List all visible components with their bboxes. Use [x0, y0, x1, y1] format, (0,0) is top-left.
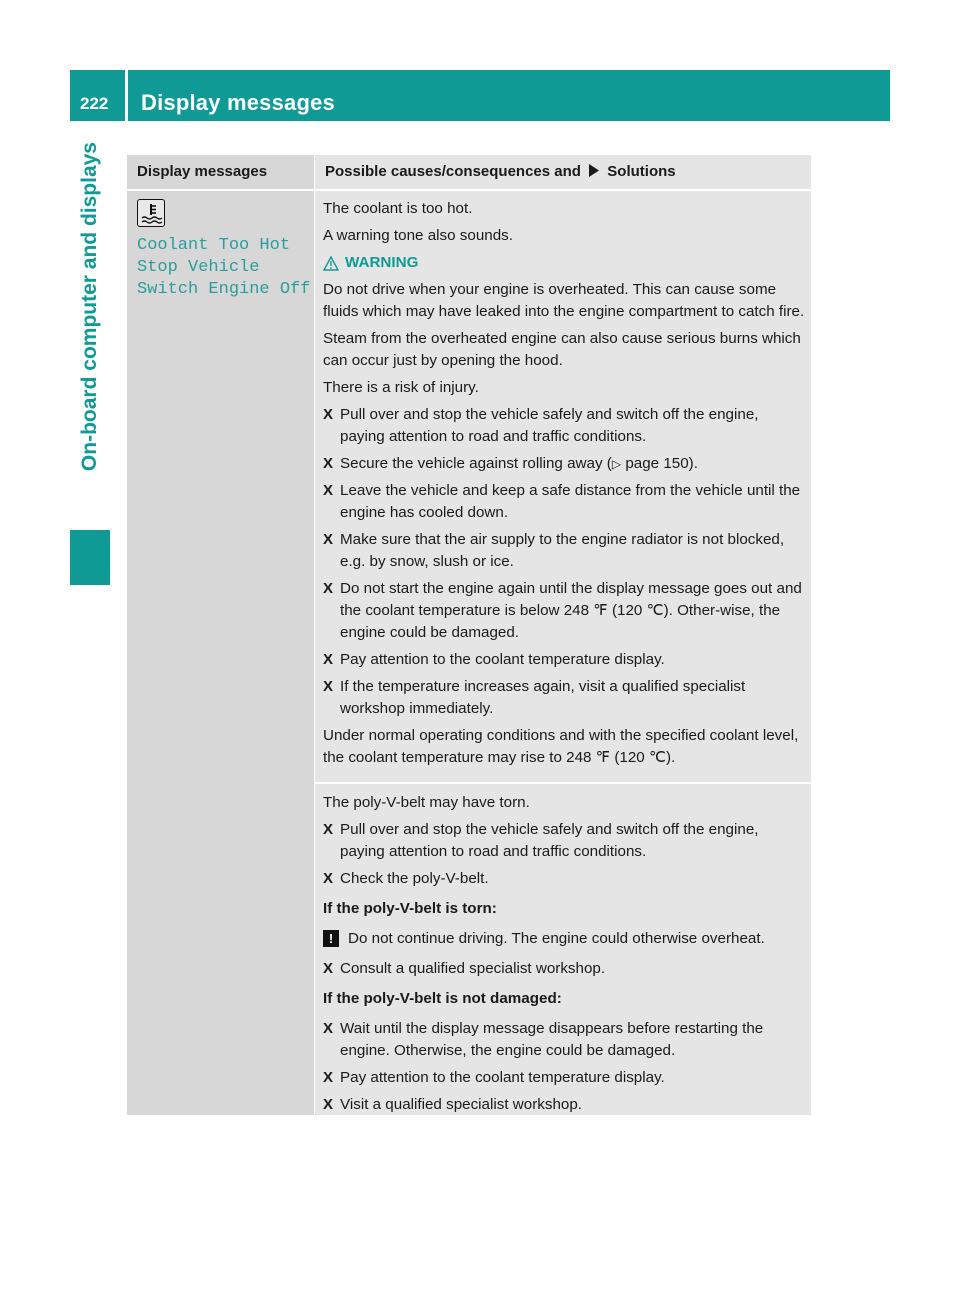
header-divider — [125, 70, 128, 121]
display-message-line-2: Stop Vehicle — [137, 258, 260, 277]
warning-heading — [323, 252, 805, 274]
page-title: Display messages — [141, 90, 335, 115]
warning-text: There is a risk of injury. — [323, 379, 479, 396]
chapter-tab-label: On-board computer and displays — [78, 142, 101, 472]
action-item: X Wait until the display message disappears before restarting the engine. Otherwise, the engine could be damaged. — [323, 1020, 764, 1059]
solution-block-overheating — [323, 198, 805, 774]
cause-text: A warning tone also sounds. — [323, 227, 513, 244]
action-x-icon: X — [323, 1096, 334, 1113]
note-text: Under normal operating conditions and with the specified coolant level, the coolant temperature may rise to 248 ℉ (120 ℃). — [323, 727, 799, 766]
action-x-icon: X — [323, 406, 334, 423]
col-header-solutions-suffix: Solutions — [607, 163, 676, 180]
exclamation-icon: ! — [323, 930, 339, 947]
condition-heading: If the poly-V-belt is torn: — [323, 900, 497, 917]
action-x-icon: X — [323, 651, 334, 668]
display-messages-table — [127, 155, 811, 1115]
messages-column — [127, 155, 314, 1115]
chapter-marker — [70, 530, 110, 585]
action-x-icon: X — [323, 1020, 334, 1037]
action-item: X Secure the vehicle against rolling away (▷ page 150). — [323, 453, 805, 475]
warning-text: Steam from the overheated engine can also cause serious burns which can occur just by opening the hood. — [323, 330, 801, 369]
action-x-icon: X — [323, 870, 334, 887]
action-x-icon: X — [323, 1069, 334, 1086]
page-number: 222 — [80, 94, 109, 113]
action-item: X If the temperature increases again, visit a qualified specialist workshop immediately. — [323, 678, 746, 717]
action-item: X Consult a qualified specialist workshop. — [323, 958, 805, 980]
action-item: X Pay attention to the coolant temperature display. — [323, 1067, 805, 1089]
display-message-line-3: Switch Engine Off — [137, 280, 311, 299]
action-item: X Pull over and stop the vehicle safely and switch off the engine, paying attention to road and traffic conditions. — [323, 406, 759, 445]
action-item: X Visit a qualified specialist workshop. — [323, 1094, 805, 1116]
action-x-icon: X — [323, 960, 334, 977]
action-item: X Leave the vehicle and keep a safe distance from the vehicle until the engine has cooled down. — [323, 482, 801, 521]
row-divider-line — [315, 782, 811, 784]
action-x-icon: X — [323, 531, 334, 548]
page-ref-arrow-icon: ▷ — [611, 457, 622, 471]
action-x-icon: X — [323, 678, 334, 695]
action-item: X Do not start the engine again until the display message goes out and the coolant temperature is below 248 ℉ (120 ℃). Other-wise, the engine could be damaged. — [323, 580, 802, 641]
action-item: X Make sure that the air supply to the engine radiator is not blocked, e.g. by snow, slush or ice. — [323, 531, 785, 570]
page-header — [70, 70, 890, 121]
caution-text: Do not continue driving. The engine could otherwise overheat. — [348, 930, 765, 947]
warning-triangle-icon — [323, 256, 339, 271]
cause-text: The coolant is too hot. — [323, 200, 473, 217]
page-reference-link[interactable]: page 150 — [625, 455, 689, 472]
action-x-icon: X — [323, 482, 334, 499]
col-header-display-messages: Display messages — [137, 163, 268, 180]
action-item: X Pull over and stop the vehicle safely and switch off the engine, paying attention to road and traffic conditions. — [323, 821, 759, 860]
play-arrow-icon — [588, 164, 600, 177]
header-divider-line — [127, 189, 811, 191]
warning-text: Do not drive when your engine is overheated. This can cause some fluids which may have leaked into the engine compartment to catch fire. — [323, 281, 805, 320]
action-item: X Check the poly-V-belt. — [323, 868, 805, 890]
action-x-icon: X — [323, 580, 334, 597]
caution-note — [323, 928, 805, 950]
solution-block-poly-v-belt — [323, 792, 805, 1121]
condition-heading: If the poly-V-belt is not damaged: — [323, 990, 562, 1007]
cause-text: The poly-V-belt may have torn. — [323, 794, 530, 811]
action-item: X Pay attention to the coolant temperature display. — [323, 649, 805, 671]
warning-label: WARNING — [345, 254, 419, 271]
chapter-tab — [70, 136, 110, 586]
col-header-solutions — [325, 155, 676, 189]
action-x-icon: X — [323, 821, 334, 838]
col-header-solutions-prefix: Possible causes/consequences and — [325, 163, 581, 180]
display-message-line-1: Coolant Too Hot — [137, 236, 291, 255]
coolant-temperature-icon — [137, 199, 165, 227]
action-x-icon: X — [323, 455, 334, 472]
